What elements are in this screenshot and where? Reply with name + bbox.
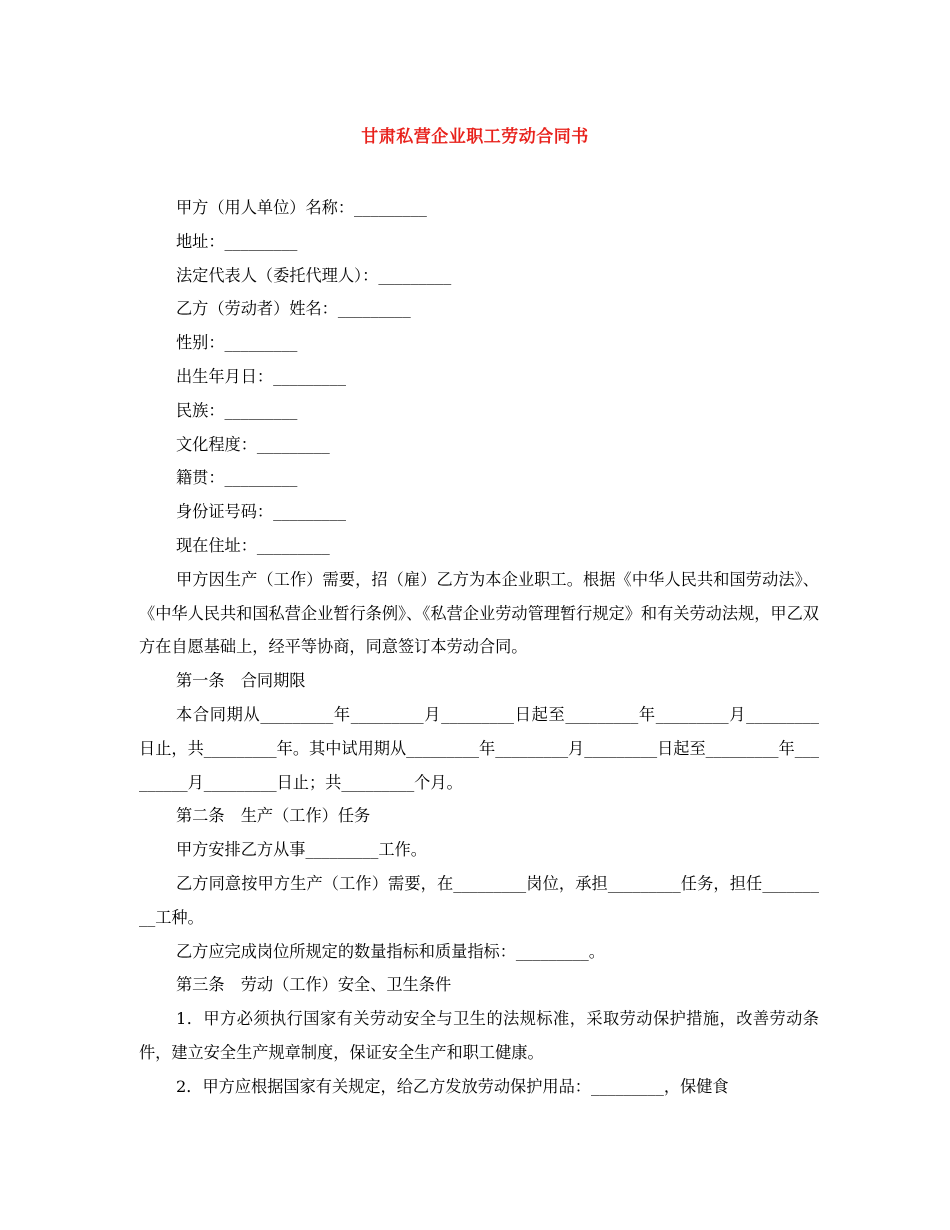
field-gender: 性别：_________ [176, 333, 298, 353]
article-3-paragraph-2: 2．甲方应根据国家有关规定，给乙方发放劳动保护用品：_________，保健食 [176, 1076, 729, 1096]
article-1-heading: 第一条 合同期限 [176, 671, 306, 691]
field-current-address: 现在住址：_________ [176, 535, 330, 555]
article-2-paragraph-1: 甲方安排乙方从事_________工作。 [176, 840, 427, 860]
field-ethnicity: 民族：_________ [176, 400, 298, 420]
field-native-place: 籍贯：_________ [176, 468, 298, 488]
article-3-heading: 第三条 劳动（工作）安全、卫生条件 [176, 975, 452, 995]
field-employer-name: 甲方（用人单位）名称：_________ [176, 198, 427, 217]
article-3-paragraph-1: 1．甲方必须执行国家有关劳动安全与卫生的法规标准，采取劳动保护措施，改善劳动条件，建立安全生产规章制度，保证安全生产和职工健康。 [139, 1009, 819, 1062]
field-employee-name: 乙方（劳动者）姓名：_________ [176, 299, 411, 319]
article-2-paragraph-2: 乙方同意按甲方生产（工作）需要，在_________岗位，承担_________任务，担任_________工种。 [139, 873, 819, 927]
field-address: 地址：_________ [176, 231, 298, 251]
document-title: 甘肃私营企业职工劳动合同书 [361, 127, 589, 147]
document-body [139, 191, 819, 1104]
article-2-heading: 第二条 生产（工作）任务 [176, 806, 371, 826]
intro-paragraph: 甲方因生产（工作）需要，招（雇）乙方为本企业职工。根据《中华人民共和国劳动法》、《中华人民共和国私营企业暂行条例》、《私营企业劳动管理暂行规定》和有关劳动法规，甲乙双方在自愿基础上，经平等协商，同意签订本劳动合同。 [139, 569, 819, 657]
article-1-text: 本合同期从_________年_________月_________日起至_________年_________月_________日止，共_________年。其中试用期从_________年_________月_________日起至_________年_________月_________日止；共_________个月。 [139, 704, 819, 792]
field-birth-date: 出生年月日：_________ [176, 366, 346, 386]
field-id-number: 身份证号码：_________ [176, 502, 346, 522]
field-legal-representative: 法定代表人（委托代理人）：_________ [176, 265, 452, 285]
field-education: 文化程度：_________ [176, 434, 330, 454]
article-2-paragraph-3: 乙方应完成岗位所规定的数量指标和质量指标：_________。 [176, 941, 605, 961]
